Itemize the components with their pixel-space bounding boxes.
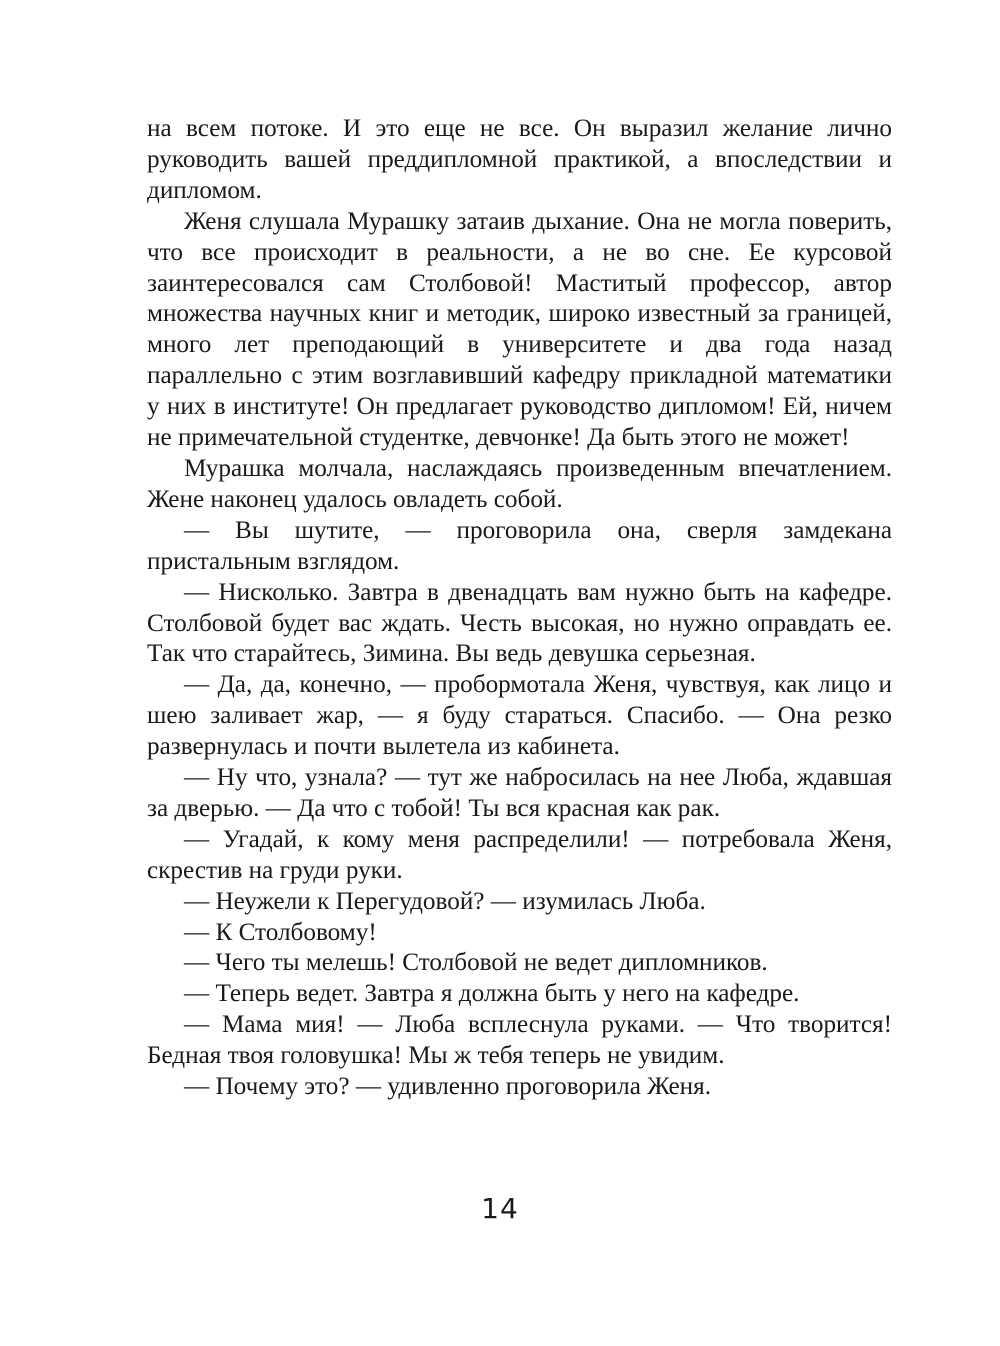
paragraph: Мурашка молчала, наслаждаясь произведенным впечатлением. Жене наконец удалось овладеть собой.: [147, 454, 892, 513]
dialogue-line: — К Столбовому!: [184, 918, 377, 946]
paragraph: на всем потоке. И это еще не все. Он выразил желание лично руководить вашей преддипломной практикой, а впоследствии и дипломом.: [147, 115, 892, 204]
dialogue-line: — Угадай, к кому меня распределили! — потребовала Женя, скрестив на груди руки.: [147, 825, 892, 884]
dialogue-line: — Ну что, узнала? — тут же набросилась на нее Люба, ждавшая за дверью. — Да что с тобой! Ты вся красная как рак.: [147, 764, 892, 822]
dialogue-line: — Мама мия! — Люба всплеснула руками. — Что творится! Бедная твоя головушка! Мы ж тебя теперь не увидим.: [147, 1011, 892, 1070]
dialogue-line: — Теперь ведет. Завтра я должна быть у него на кафедре.: [184, 980, 800, 1008]
dialogue-line: — Чего ты мелешь! Столбовой не ведет дипломников.: [184, 949, 768, 977]
dialogue-line: — Нисколько. Завтра в двенадцать вам нужно быть на кафедре. Столбовой будет вас ждать. Честь высокая, но нужно оправдать ее. Так что старайтесь, Зимина. Вы ведь девушка серьезная.: [147, 578, 892, 668]
dialogue-line: — Вы шутите, — проговорила она, сверля замдекана пристальным взглядом.: [147, 516, 892, 575]
book-page-text: [147, 114, 892, 1103]
dialogue-line: — Неужели к Перегудовой? — изумилась Люба.: [184, 887, 706, 915]
dialogue-line: — Да, да, конечно, — пробормотала Женя, чувствуя, как лицо и шею заливает жар, — я буду стараться. Спасибо. — Она резко развернулась и почти вылетела из кабинета.: [147, 671, 892, 761]
paragraph: Женя слушала Мурашку затаив дыхание. Она не могла поверить, что все происходит в реальности, а не во сне. Ее курсовой заинтересовался сам Столбовой! Маститый профессор, автор множества научных книг и методик, широко известный за границей, много лет преподающий в университете и два года назад параллельно с этим возглавивший кафедру прикладной математики у них в институте! Он предлагает руководство дипломом! Ей, ничем не примечательной студентке, девчонке! Да быть этого не может!: [147, 207, 892, 452]
dialogue-line: — Почему это? — удивленно проговорила Женя.: [184, 1073, 712, 1101]
page-number: 14: [481, 1192, 519, 1225]
